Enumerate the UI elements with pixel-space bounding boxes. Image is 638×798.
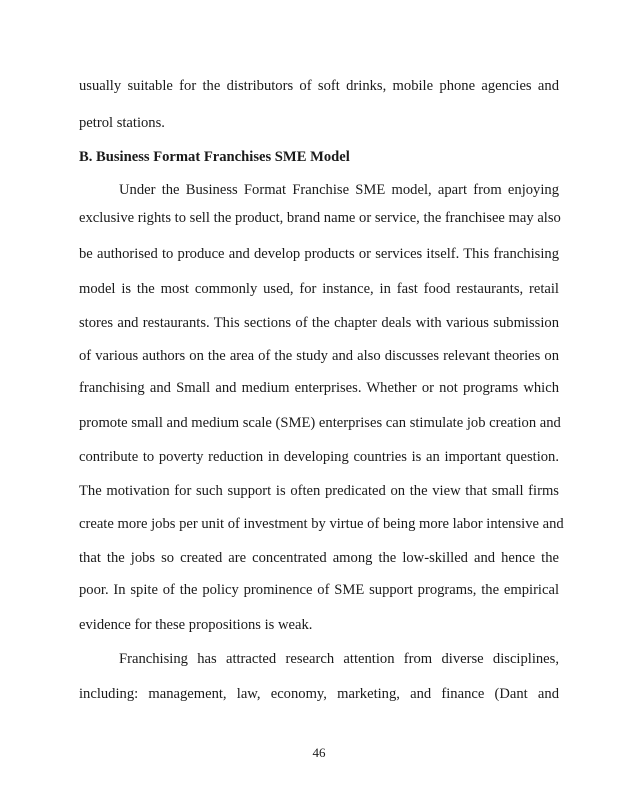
paragraph-line: poor. In spite of the policy prominence of SME support programs, the empirical [79, 582, 559, 598]
paragraph-line: franchising and Small and medium enterprises. Whether or not programs which [79, 380, 559, 396]
paragraph-line: contribute to poverty reduction in developing countries is an important question. [79, 449, 559, 465]
paragraph-line: Franchising has attracted research attention from diverse disciplines, [119, 651, 559, 667]
section-heading: B. Business Format Franchises SME Model [79, 149, 350, 165]
paragraph-line: create more jobs per unit of investment by virtue of being more labor intensive and [79, 516, 564, 532]
paragraph-line: including: management, law, economy, marketing, and finance (Dant and [79, 686, 559, 702]
paragraph-line: of various authors on the area of the study and also discusses relevant theories on [79, 348, 559, 364]
paragraph-line: The motivation for such support is often predicated on the view that small firms [79, 483, 559, 499]
paragraph-line: promote small and medium scale (SME) enterprises can stimulate job creation and [79, 415, 561, 431]
paragraph-line: that the jobs so created are concentrated among the low-skilled and hence the [79, 550, 559, 566]
paragraph-line: model is the most commonly used, for instance, in fast food restaurants, retail [79, 281, 559, 297]
paragraph-line: Under the Business Format Franchise SME model, apart from enjoying [119, 182, 559, 198]
paragraph-line: be authorised to produce and develop products or services itself. This franchising [79, 246, 559, 262]
page-number: 46 [312, 745, 326, 760]
paragraph-line: exclusive rights to sell the product, brand name or service, the franchisee may also [79, 210, 561, 226]
paragraph-line: evidence for these propositions is weak. [79, 617, 313, 633]
paragraph-line: stores and restaurants. This sections of the chapter deals with various submission [79, 315, 559, 331]
body-text-line: usually suitable for the distributors of soft drinks, mobile phone agencies and [79, 78, 559, 94]
body-text-line: petrol stations. [79, 115, 165, 131]
